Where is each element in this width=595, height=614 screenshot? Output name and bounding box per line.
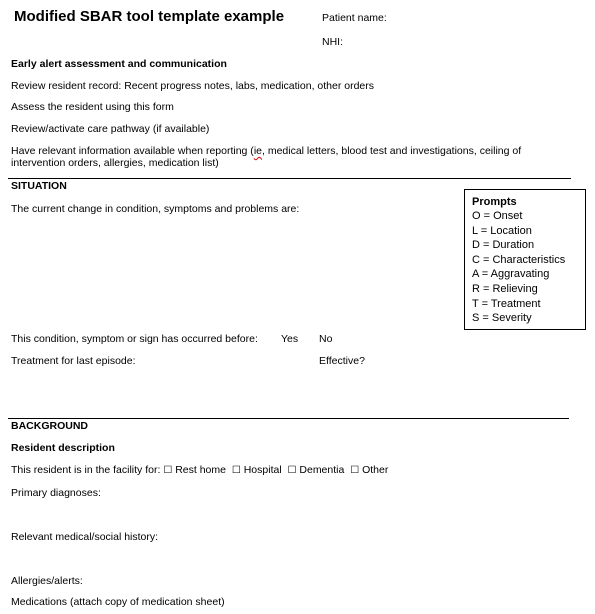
- hospital-label: Hospital: [243, 464, 282, 476]
- prompt-location: L = Location: [472, 224, 532, 237]
- checkbox-hospital[interactable]: ☐: [231, 465, 241, 476]
- yes-option: Yes: [281, 333, 299, 345]
- effective-label: Effective?: [319, 355, 365, 367]
- misspelled-word: ie: [253, 145, 262, 157]
- rest-home-label: Rest home: [175, 464, 226, 476]
- allergies-label: Allergies/alerts:: [11, 575, 83, 587]
- facility-label: This resident is in the facility for:: [11, 464, 161, 476]
- section-divider: [8, 418, 569, 419]
- relevant-info-text-b: , medical letters, blood test and investigations, ceiling of: [262, 145, 522, 157]
- section-divider: [8, 178, 571, 179]
- relevant-info-line2: intervention orders, allergies, medication list): [11, 157, 219, 169]
- assess-resident-item: Assess the resident using this form: [11, 101, 174, 113]
- relevant-info-line1: [11, 145, 521, 157]
- treatment-last-label: Treatment for last episode:: [11, 355, 136, 367]
- prompt-onset: O = Onset: [472, 210, 523, 222]
- prompt-characteristics: C = Characteristics: [472, 253, 566, 266]
- situation-heading: SITUATION: [11, 180, 67, 192]
- primary-diagnoses-label: Primary diagnoses:: [11, 487, 101, 499]
- checkbox-dementia[interactable]: ☐: [287, 465, 297, 476]
- occurred-before-label: This condition, symptom or sign has occurred before:: [11, 333, 258, 345]
- background-heading: BACKGROUND: [11, 420, 88, 432]
- prompt-severity: S = Severity: [472, 312, 532, 325]
- page-title: Modified SBAR tool template example: [14, 8, 285, 25]
- other-label: Other: [362, 464, 389, 476]
- nhi-label: NHI:: [322, 36, 343, 48]
- relevant-info-text-a: Have relevant information available when reporting (: [11, 145, 254, 157]
- prompt-treatment: T = Treatment: [472, 297, 541, 310]
- prompts-title: Prompts: [472, 196, 517, 208]
- facility-row: [11, 464, 388, 476]
- prompt-aggravating: A = Aggravating: [472, 268, 550, 281]
- prompt-relieving: R = Relieving: [472, 282, 538, 295]
- patient-name-label: Patient name:: [322, 12, 387, 24]
- prompt-duration: D = Duration: [472, 239, 535, 252]
- current-change-label: The current change in condition, symptoms and problems are:: [11, 203, 300, 215]
- resident-description-heading: Resident description: [11, 442, 115, 454]
- early-alert-heading: Early alert assessment and communication: [11, 58, 227, 70]
- relevant-history-label: Relevant medical/social history:: [11, 531, 159, 543]
- medications-label: Medications (attach copy of medication sheet): [11, 596, 225, 608]
- review-record-item: Review resident record: Recent progress notes, labs, medication, other orders: [11, 80, 375, 92]
- no-option: No: [319, 333, 333, 345]
- checkbox-other[interactable]: ☐: [350, 465, 360, 476]
- prompts-box: [464, 189, 586, 330]
- care-pathway-item: Review/activate care pathway (if available): [11, 123, 210, 135]
- checkbox-rest-home[interactable]: ☐: [163, 465, 173, 476]
- dementia-label: Dementia: [299, 464, 345, 476]
